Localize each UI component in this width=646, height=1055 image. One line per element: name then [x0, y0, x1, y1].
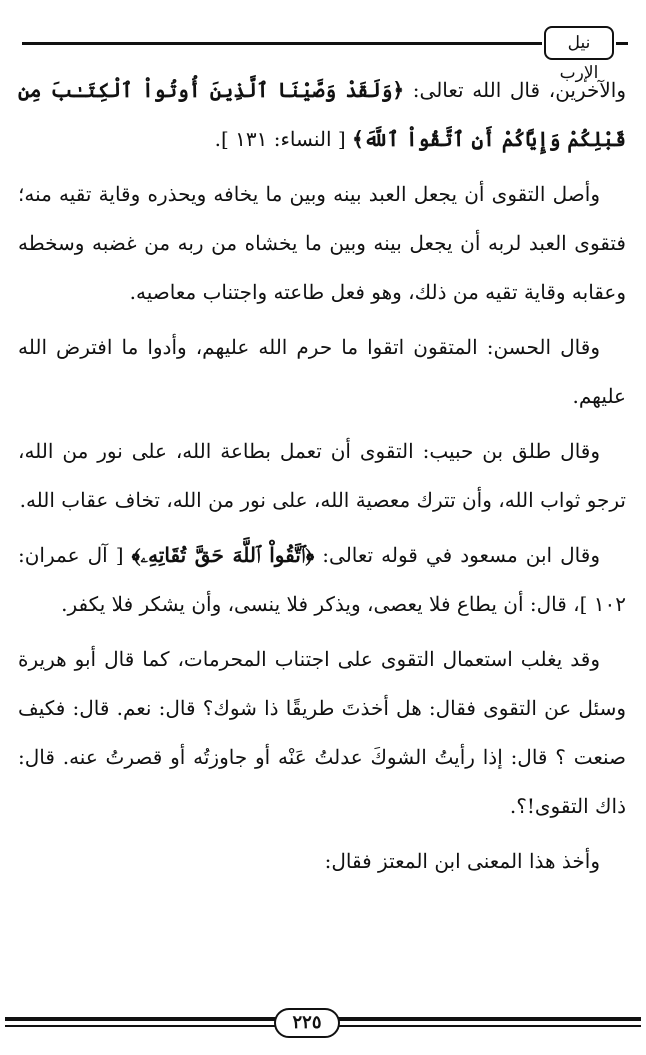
paragraph-5-rest: [ آل عمران: ١٠٢ ]، قال: أن يطاع فلا يعصى، ويذكر فلا ينسى، وأن يشكر فلا يكفر.	[18, 543, 626, 616]
header-rule	[22, 42, 542, 45]
running-header-title: نيل الإرب	[544, 26, 614, 60]
paragraph-5	[18, 531, 626, 629]
paragraph-2: وأصل التقوى أن يجعل العبد بينه وبين ما يخافه ويحذره وقاية تقيه منه؛ فتقوى العبد لربه أن يجعل بينه وبين ما يخشاه من ربه من غضبه وسخطه وعقابه وقاية تقيه من ذلك، وهو فعل طاعته واجتناب معاصيه.	[18, 182, 626, 304]
quran-verse-al-imran-102: ﴿ٱتَّقُواْ ٱللَّهَ حَقَّ تُقَاتِهِۦ﴾	[131, 543, 315, 567]
quran-verse-nisa-131: ﴿وَلَقَدْ وَصَّيْنَا ٱلَّذِينَ أُوتُواْ ٱلْكِتَـٰبَ مِن قَبْلِكُمْ وَإِيَّاكُمْ أَنِ ٱتَّقُواْ ٱللَّهَ﴾	[18, 78, 626, 151]
paragraph-6: وقد يغلب استعمال التقوى على اجتناب المحرمات، كما قال أبو هريرة وسئل عن التقوى فقال: هل أخذتَ طريقًا ذا شوك؟ قال: نعم. قال: فكيف صنعت ؟ قال: إذا رأيتُ الشوكَ عدلتُ عَنْه أو جاوزتُه أو قصرتُ عنه. قال: ذاك التقوى!؟.	[18, 647, 626, 818]
page-body	[18, 66, 626, 892]
paragraph-4: وقال طلق بن حبيب: التقوى أن تعمل بطاعة الله، على نور من الله، ترجو ثواب الله، وأن تترك معصية الله، على نور من الله، تخاف عقاب الله.	[18, 439, 626, 512]
paragraph-3: وقال الحسن: المتقون اتقوا ما حرم الله عليهم، وأدوا ما افترض الله عليهم.	[18, 335, 626, 408]
quran-citation-nisa-131: [ النساء: ١٣١ ].	[214, 127, 353, 151]
paragraph-1	[18, 66, 626, 164]
paragraph-7: وأخذ هذا المعنى ابن المعتز فقال:	[324, 849, 600, 873]
header-rule-end	[616, 42, 628, 45]
page-number: ٢٢٥	[274, 1008, 340, 1038]
paragraph-1-lead: والآخرين، قال الله تعالى:	[404, 78, 626, 102]
paragraph-5-lead: وقال ابن مسعود في قوله تعالى:	[314, 543, 600, 567]
